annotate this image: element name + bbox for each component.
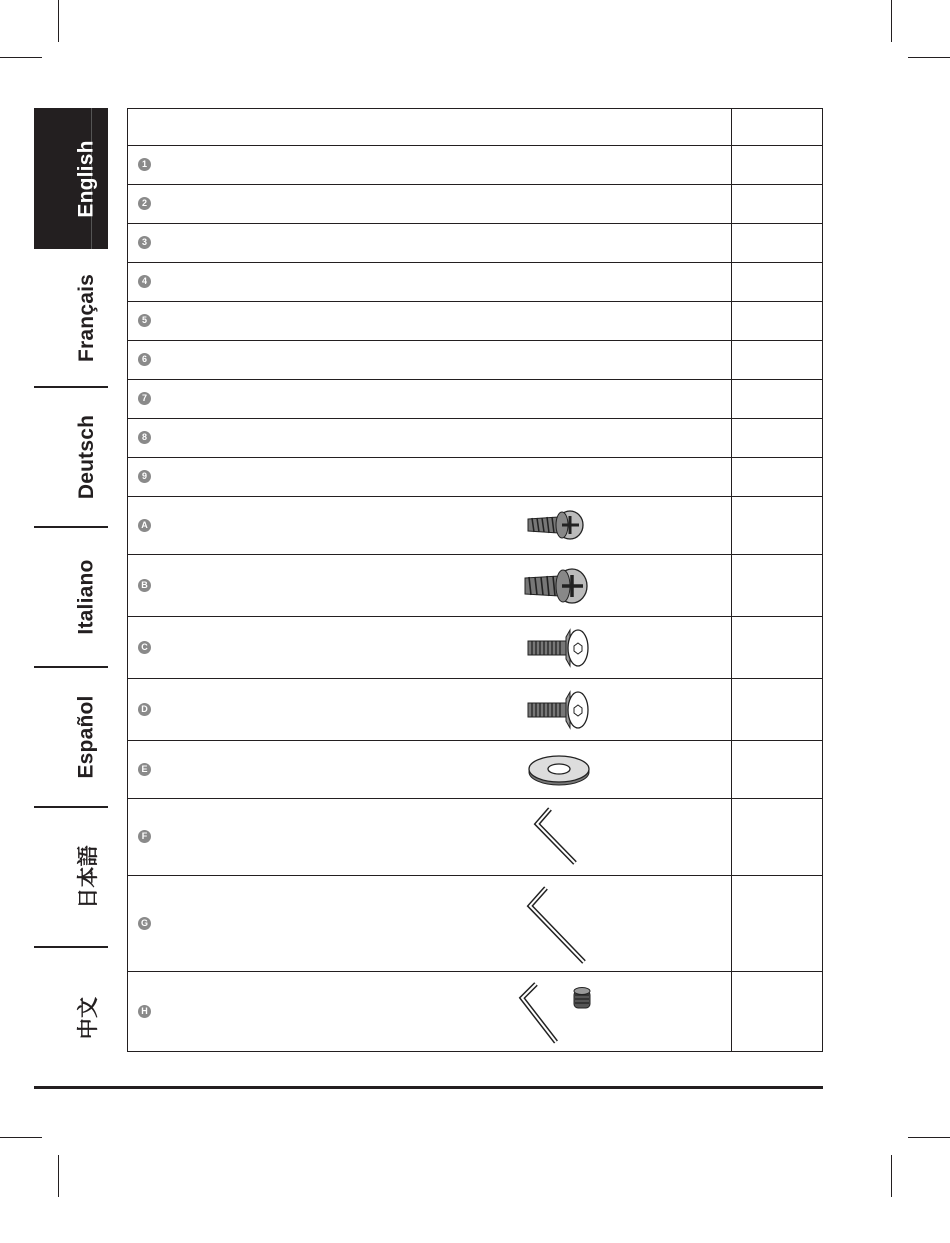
header-description [128, 109, 732, 145]
quantity-cell [732, 263, 822, 301]
parts-table [127, 108, 823, 1052]
table-row [128, 971, 822, 1051]
tab-label: Italiano [75, 559, 98, 635]
quantity-cell [732, 617, 822, 678]
flat-head-hex-bolt-icon [524, 627, 594, 669]
quantity-cell [732, 972, 822, 1051]
crop-mark [58, 0, 59, 42]
part-number-badge: 5 [138, 314, 151, 327]
quantity-cell [732, 876, 822, 971]
washer-icon [526, 753, 592, 787]
tab-label: English [75, 139, 98, 218]
table-row [128, 616, 822, 678]
table-row [128, 418, 822, 457]
allen-key-icon [528, 805, 584, 869]
quantity-cell [732, 679, 822, 740]
quantity-cell [732, 555, 822, 616]
table-row [128, 145, 822, 184]
quantity-cell [732, 497, 822, 554]
table-row [128, 678, 822, 740]
tab-espanol[interactable] [34, 668, 108, 806]
crop-mark [908, 1137, 950, 1138]
tab-deutsch[interactable] [34, 388, 108, 526]
table-row [128, 496, 822, 554]
phillips-screw-large-icon [521, 563, 591, 609]
quantity-cell [732, 380, 822, 418]
quantity-cell [732, 419, 822, 457]
tab-japanese[interactable] [34, 808, 108, 946]
table-row [128, 379, 822, 418]
part-letter-badge: D [138, 703, 151, 716]
table-header-row [128, 109, 822, 145]
quantity-cell [732, 799, 822, 875]
tab-italiano[interactable] [34, 528, 108, 666]
table-row [128, 875, 822, 971]
table-row [128, 301, 822, 340]
flat-head-hex-bolt-icon [524, 689, 594, 731]
tab-label: Deutsch [75, 414, 99, 500]
bottom-rule [34, 1086, 823, 1089]
crop-mark [908, 57, 950, 58]
part-number-badge: 1 [138, 158, 151, 171]
quantity-cell [732, 341, 822, 379]
quantity-cell [732, 224, 822, 262]
part-letter-badge: C [138, 641, 151, 654]
tab-chinese[interactable] [34, 948, 108, 1088]
part-number-badge: 7 [138, 392, 151, 405]
table-row [128, 223, 822, 262]
table-row [128, 740, 822, 798]
tab-english[interactable] [34, 108, 108, 249]
quantity-cell [732, 302, 822, 340]
table-row [128, 798, 822, 875]
part-letter-badge: F [138, 830, 151, 843]
tab-francais[interactable] [34, 249, 108, 386]
table-row [128, 184, 822, 223]
crop-mark [0, 1137, 42, 1138]
allen-key-large-icon [524, 884, 592, 966]
part-letter-badge: B [138, 579, 151, 592]
header-quantity [732, 109, 822, 145]
part-number-badge: 2 [138, 197, 151, 210]
quantity-cell [732, 741, 822, 798]
tab-label: Español [75, 695, 98, 779]
tab-label: 中文 [77, 996, 100, 1040]
quantity-cell [732, 185, 822, 223]
part-number-badge: 6 [138, 353, 151, 366]
crop-mark [58, 1155, 59, 1197]
part-number-badge: 4 [138, 275, 151, 288]
crop-mark [891, 1155, 892, 1197]
table-row [128, 340, 822, 379]
part-number-badge: 3 [138, 236, 151, 249]
part-letter-badge: A [138, 519, 151, 532]
table-row [128, 457, 822, 496]
crop-mark [891, 0, 892, 42]
phillips-screw-icon [524, 505, 588, 545]
set-screw-icon [574, 988, 590, 1009]
tab-label: 日本語 [76, 845, 100, 909]
allen-key-and-set-screw-icon [516, 980, 600, 1046]
table-row [128, 262, 822, 301]
quantity-cell [732, 458, 822, 496]
crop-mark [0, 57, 42, 58]
quantity-cell [732, 146, 822, 184]
tab-label: Français [75, 273, 99, 362]
part-letter-badge: G [138, 917, 151, 930]
table-row [128, 554, 822, 616]
part-letter-badge: H [138, 1005, 151, 1018]
part-number-badge: 9 [138, 470, 151, 483]
part-letter-badge: E [138, 763, 151, 776]
part-number-badge: 8 [138, 431, 151, 444]
